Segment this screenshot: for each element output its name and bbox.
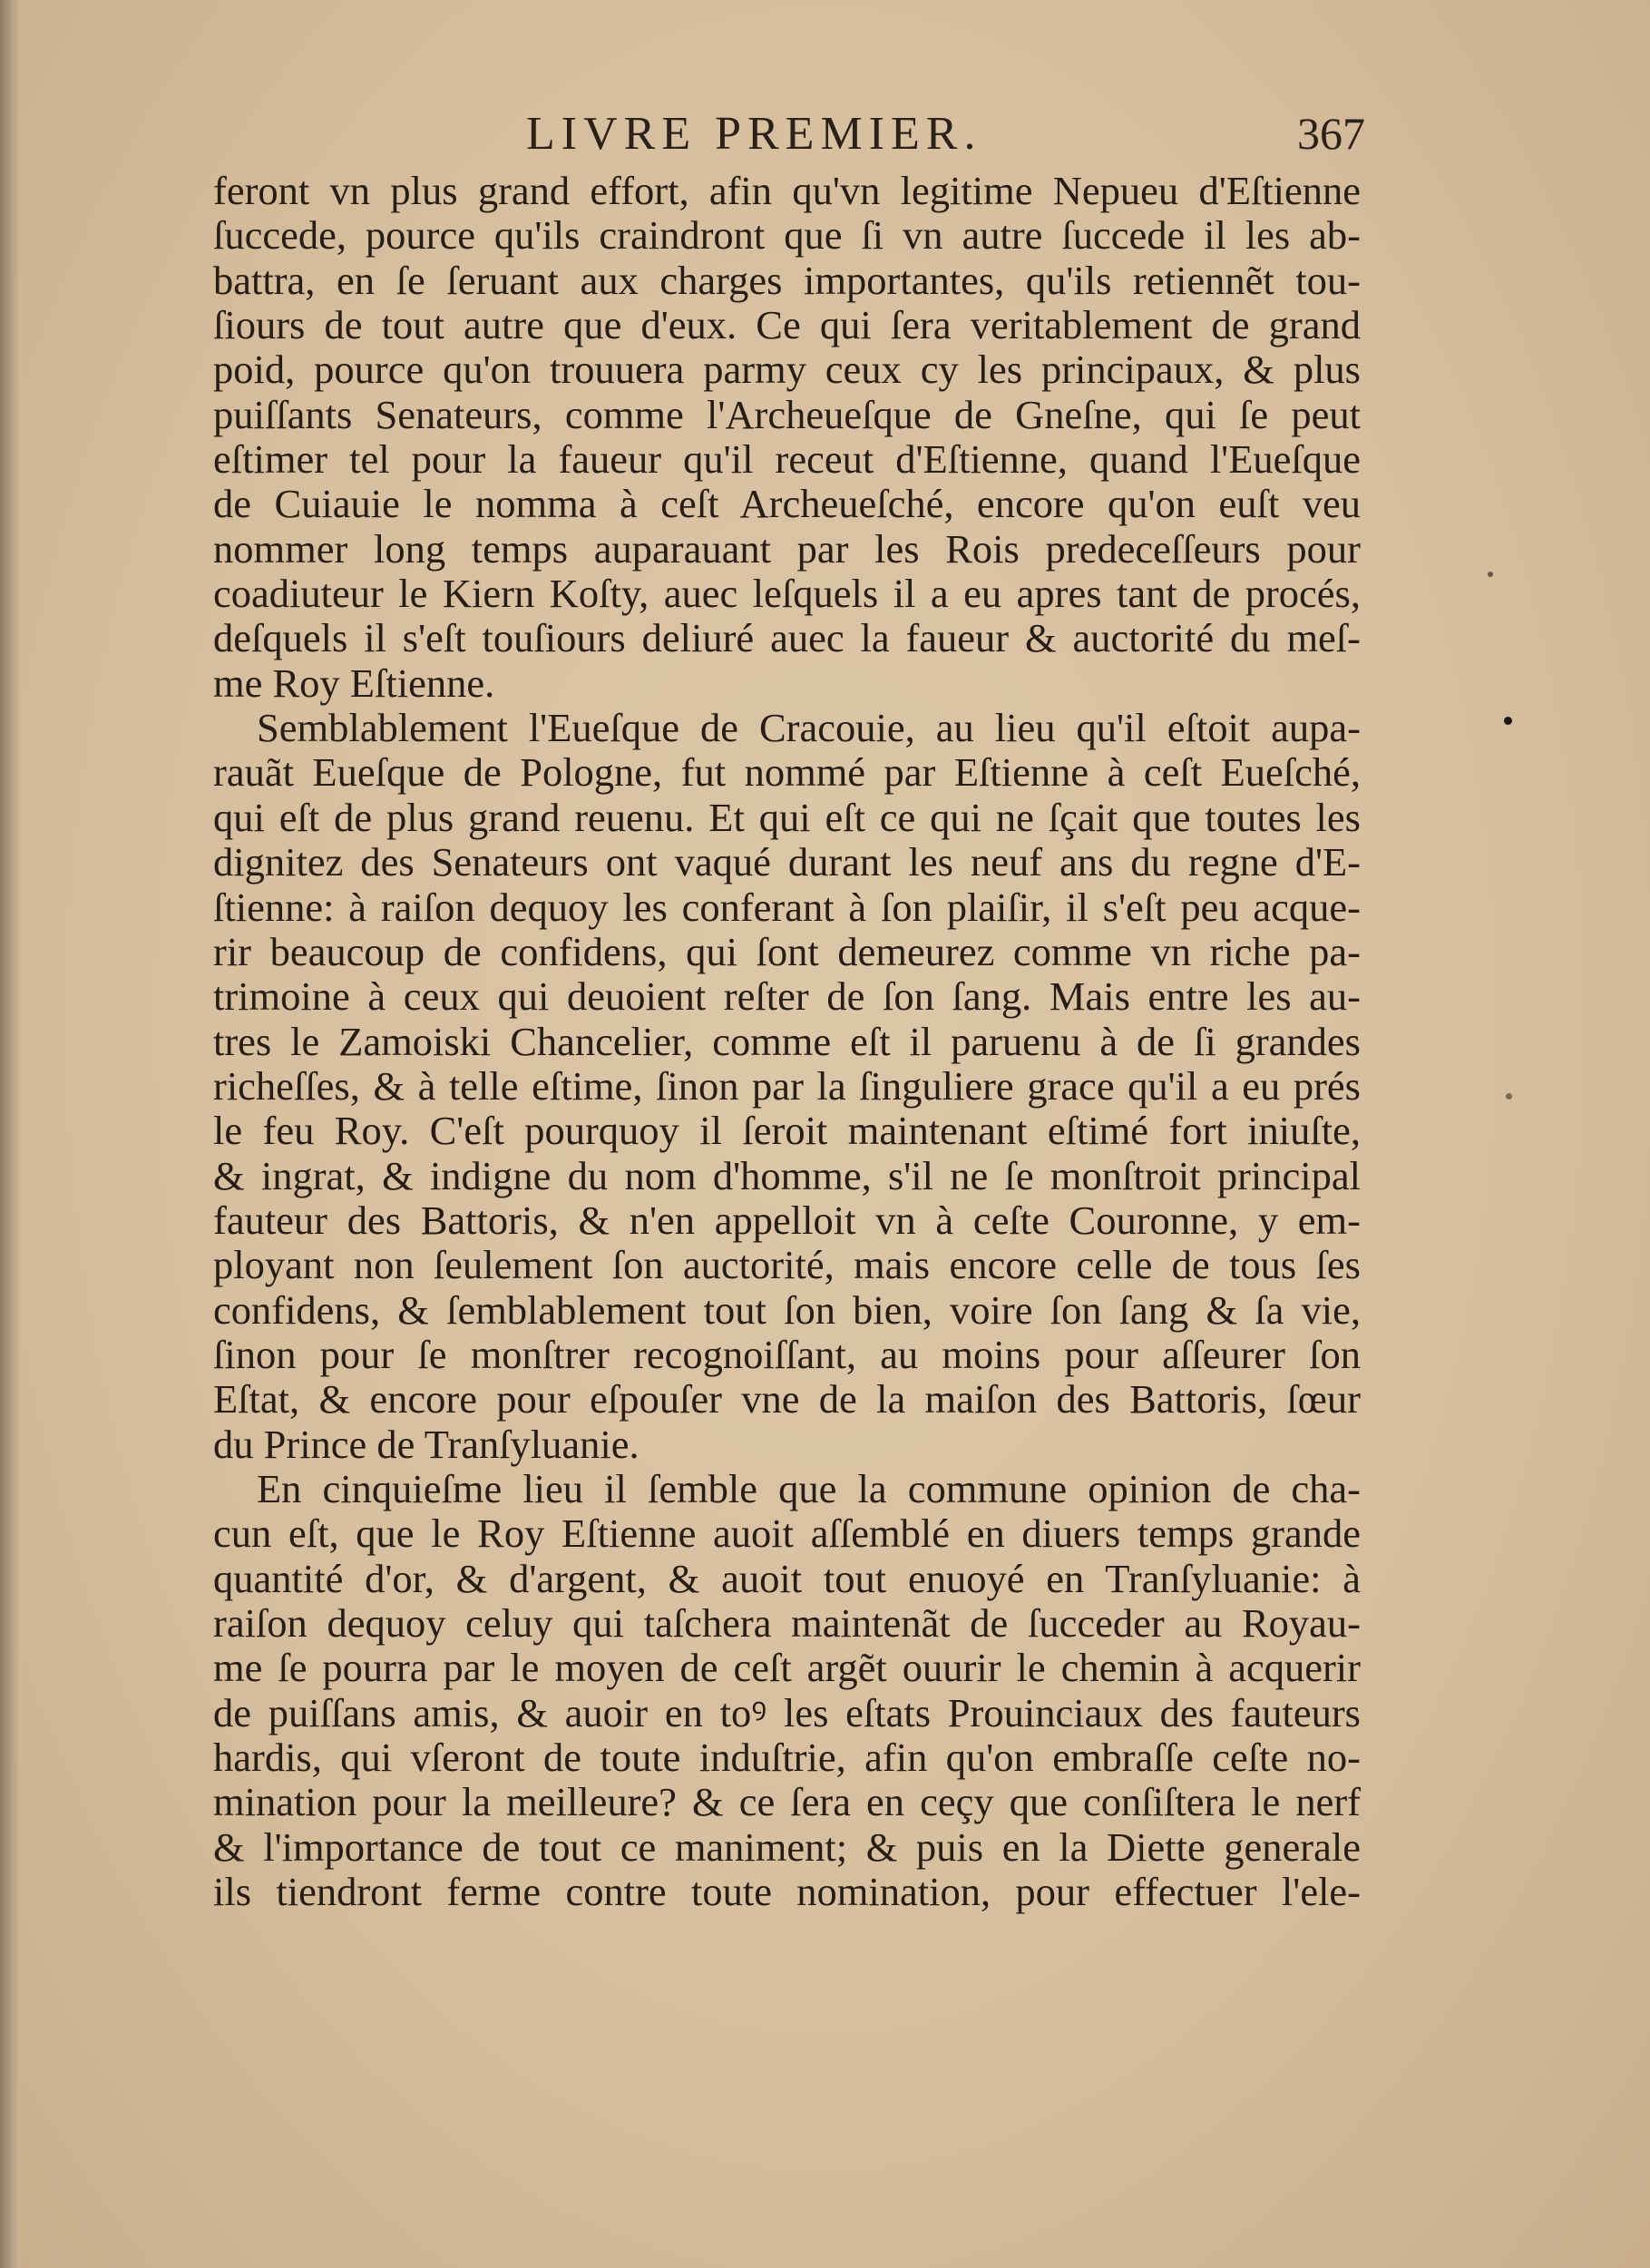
text-line: confidens, & ſemblablement tout ſon bien, voire ſon ſang & ſa vie, bbox=[213, 1286, 1361, 1333]
text-line: fauteur des Battoris, & n'en appelloit vn à ceſte Couronne, y em- bbox=[213, 1197, 1361, 1243]
text-line: richeſſes, & à telle eſtime, ſinon par la ſinguliere grace qu'il a eu prés bbox=[213, 1062, 1361, 1109]
text-line: ſinon pour ſe monſtrer recognoiſſant, au moins pour aſſeurer ſon bbox=[213, 1331, 1361, 1377]
text-line: feront vn plus grand effort, afin qu'vn legitime Nepueu d'Eſtienne bbox=[213, 168, 1361, 213]
text-line: qui eſt de plus grand reuenu. Et qui eſt ce qui ne ſçait que toutes les bbox=[213, 794, 1361, 840]
text-line: ſiours de tout autre que d'eux. Ce qui ſera veritablement de grand bbox=[213, 302, 1361, 348]
text-line: poid, pource qu'on trouuera parmy ceux cy les principaux, & plus bbox=[213, 347, 1361, 393]
text-line: battra, en ſe ſeruant aux charges importantes, qu'ils retiennẽt tou- bbox=[213, 257, 1361, 303]
text-line: rauãt Eueſque de Pologne, fut nommé par Eſtienne à ceſt Eueſché, bbox=[213, 749, 1361, 796]
text-line: Eſtat, & encore pour eſpouſer vne de la maiſon des Battoris, ſœur bbox=[213, 1376, 1361, 1422]
text-line: ils tiendront ferme contre toute nomination, pour effectuer l'ele- bbox=[213, 1869, 1361, 1915]
text-line: ſuccede, pource qu'ils craindront que ſi vn autre ſuccede il les ab- bbox=[213, 212, 1361, 259]
body-text bbox=[213, 169, 1361, 1914]
binding-shadow bbox=[0, 0, 20, 2268]
text-line: mination pour la meilleure? & ce ſera en ceçy que conſiſtera le nerf bbox=[213, 1779, 1361, 1825]
text-line: me ſe pourra par le moyen de ceſt argẽt ouurir le chemin à acquerir bbox=[213, 1645, 1361, 1691]
text-line: dignitez des Senateurs ont vaqué durant les neuf ans du regne d'E- bbox=[213, 839, 1361, 885]
text-line: & ingrat, & indigne du nom d'homme, s'il ne ſe monſtroit principal bbox=[213, 1152, 1361, 1198]
text-line: tres le Zamoiski Chancelier, comme eſt il paruenu à de ſi grandes bbox=[213, 1018, 1361, 1064]
text-line: eſtimer tel pour la faueur qu'il receut d'Eſtienne, quand l'Eueſque bbox=[213, 436, 1361, 483]
text-line: puiſſants Senateurs, comme l'Archeueſque de Gneſne, qui ſe peut bbox=[213, 391, 1361, 437]
text-line: ſtienne: à raiſon dequoy les conferant à ſon plaiſir, il s'eſt peu acque- bbox=[213, 884, 1361, 930]
running-head: LIVRE PREMIER. bbox=[526, 108, 982, 160]
text-line: cun eſt, que le Roy Eſtienne auoit aſſemblé en diuers temps grande bbox=[213, 1510, 1361, 1557]
text-line: rir beaucoup de confidens, qui ſont demeurez comme vn riche pa- bbox=[213, 928, 1361, 974]
ink-speck bbox=[1488, 572, 1493, 577]
ink-speck bbox=[1506, 1093, 1512, 1100]
text-line: En cinquieſme lieu il ſemble que la commune opinion de cha- bbox=[257, 1465, 1361, 1511]
text-line: du Prince de Tranſyluanie. bbox=[213, 1421, 639, 1467]
text-line: de Cuiauie le nomma à ceſt Archeueſché, encore qu'on euſt veu bbox=[213, 481, 1361, 527]
page-number: 367 bbox=[1297, 108, 1365, 159]
text-line: le feu Roy. C'eſt pourquoy il ſeroit maintenant eſtimé fort iniuſte, bbox=[213, 1108, 1361, 1154]
text-line: Semblablement l'Eueſque de Cracouie, au lieu qu'il eſtoit aupa- bbox=[257, 705, 1361, 751]
text-line: & l'importance de tout ce maniment; & puis en la Diette generale bbox=[213, 1823, 1361, 1870]
text-line: de puiſſans amis, & auoir en toꝰ les eſtats Prouinciaux des fauteurs bbox=[213, 1689, 1361, 1735]
text-line: nommer long temps auparauant par les Rois predeceſſeurs pour bbox=[213, 525, 1361, 572]
text-line: trimoine à ceux qui deuoient reſter de ſon ſang. Mais entre les au- bbox=[213, 973, 1361, 1020]
text-line: me Roy Eſtienne. bbox=[213, 660, 495, 706]
text-line: raiſon dequoy celuy qui taſchera maintenãt de ſucceder au Royau- bbox=[213, 1600, 1361, 1646]
text-line: ployant non ſeulement ſon auctorité, mais encore celle de tous ſes bbox=[213, 1242, 1361, 1288]
text-line: deſquels il s'eſt touſiours deliuré auec la faueur & auctorité du meſ- bbox=[213, 615, 1361, 661]
ink-speck bbox=[1504, 717, 1512, 725]
text-line: hardis, qui vſeront de toute induſtrie, afin qu'on embraſſe ceſte no- bbox=[213, 1735, 1361, 1781]
text-line: coadiuteur le Kiern Koſty, auec leſquels il a eu apres tant de procés, bbox=[213, 571, 1361, 617]
text-line: quantité d'or, & d'argent, & auoit tout enuoyé en Tranſyluanie: à bbox=[213, 1555, 1361, 1601]
